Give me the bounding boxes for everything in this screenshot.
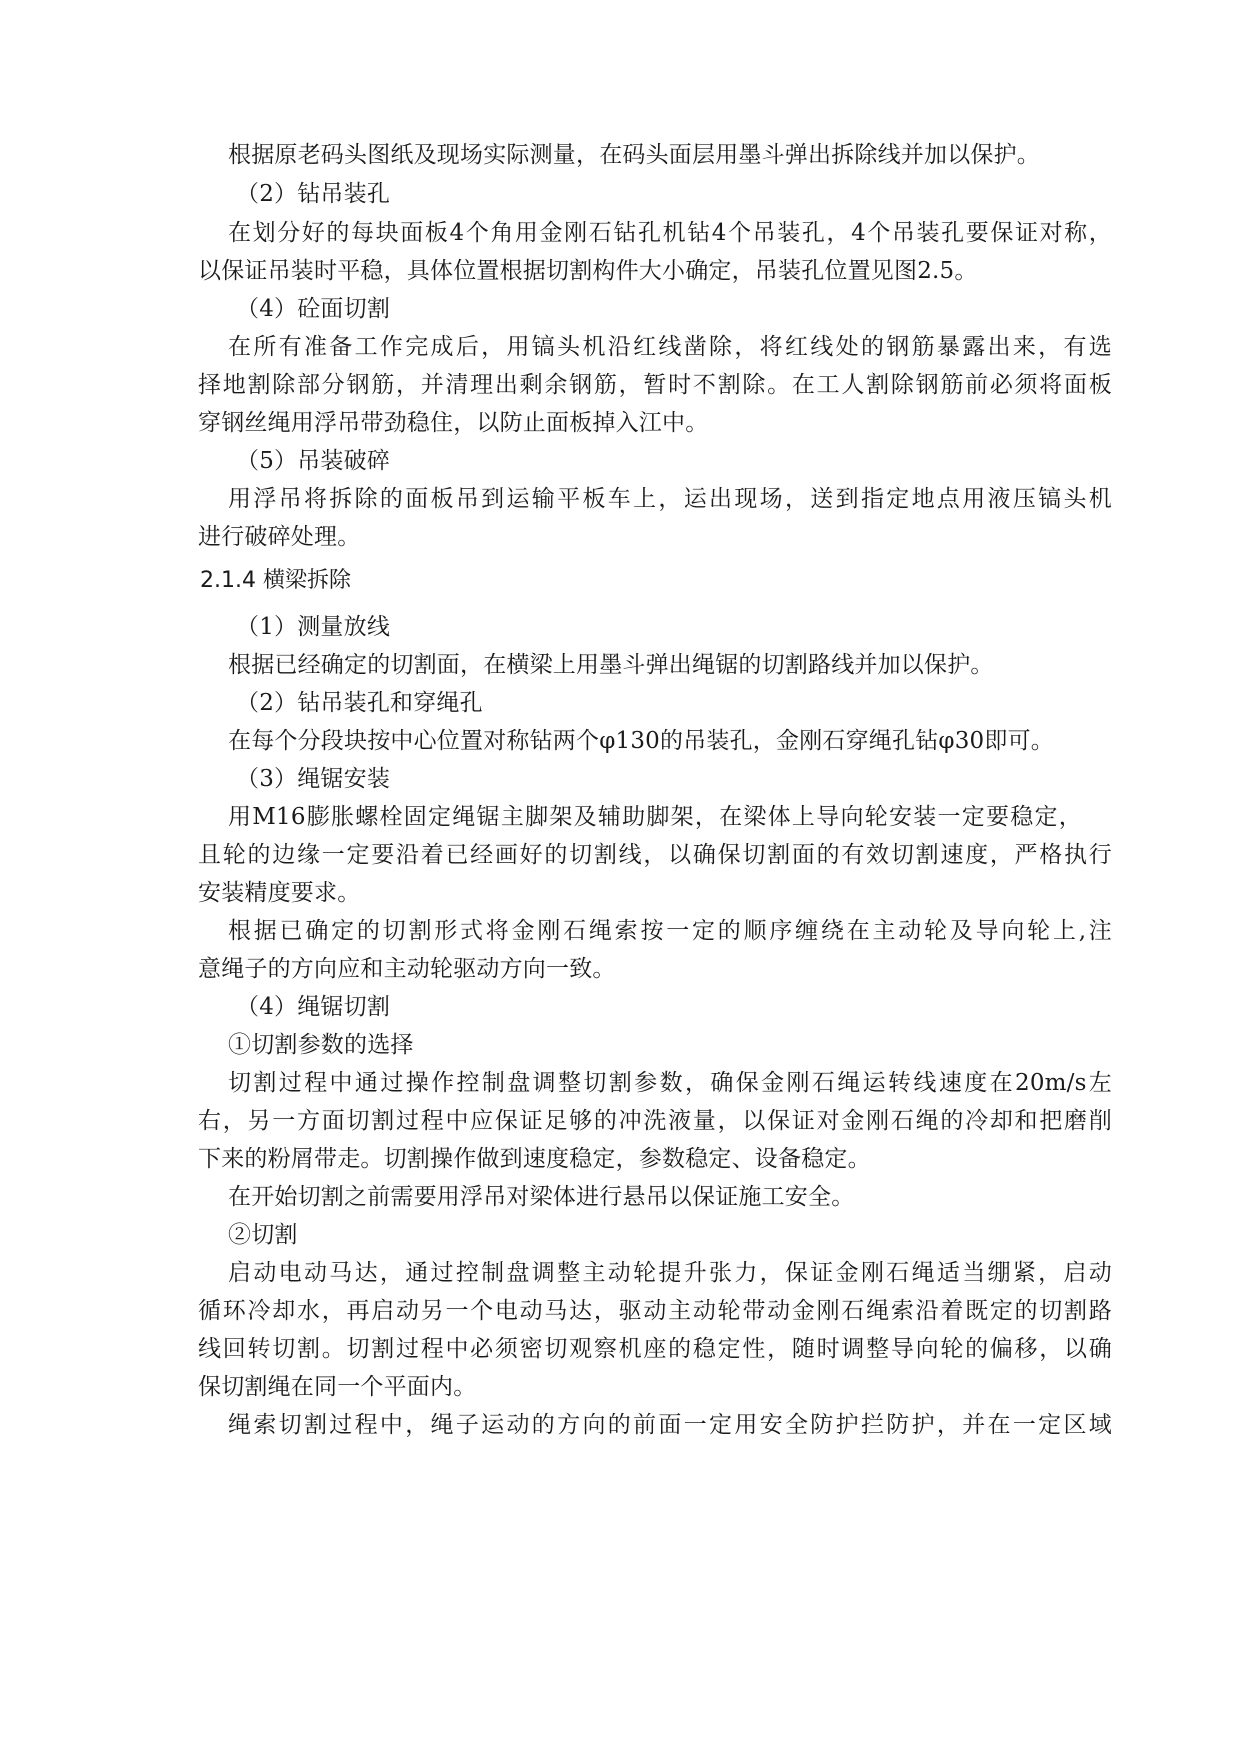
paragraph-line: 右，另一方面切割过程中应保证足够的冲洗液量，以保证对金刚石绳的冷却和把磨削 — [198, 1108, 1112, 1134]
paragraph-line: 启动电动马达，通过控制盘调整主动轮提升张力，保证金刚石绳适当绷紧，启动 — [228, 1260, 1112, 1286]
paragraph-line: 用M16膨胀螺栓固定绳锯主脚架及辅助脚架，在梁体上导向轮安装一定要稳定， — [228, 804, 1082, 830]
paragraph-line: 根据原老码头图纸及现场实际测量，在码头面层用墨斗弹出拆除线并加以保护。 — [228, 142, 1040, 168]
paragraph-line: 用浮吊将拆除的面板吊到运输平板车上，运出现场，送到指定地点用液压镐头机 — [228, 486, 1112, 512]
paragraph-line: 且轮的边缘一定要沿着已经画好的切割线，以确保切割面的有效切割速度，严格执行 — [198, 842, 1112, 868]
subsection-heading: （1）测量放线 — [236, 614, 391, 640]
paragraph-line: 在所有准备工作完成后，用镐头机沿红线凿除，将红线处的钢筋暴露出来，有选 — [228, 334, 1112, 360]
paragraph-line: 在划分好的每块面板4个角用金刚石钻孔机钻4个吊装孔，4个吊装孔要保证对称， — [228, 220, 1112, 246]
subsection-heading: （4）绳锯切割 — [236, 994, 391, 1020]
subsection-heading: （2）钻吊装孔 — [236, 181, 391, 207]
paragraph-line: 线回转切割。切割过程中必须密切观察机座的稳定性，随时调整导向轮的偏移，以确 — [198, 1336, 1112, 1362]
paragraph-line: 下来的粉屑带走。切割操作做到速度稳定，参数稳定、设备稳定。 — [198, 1146, 871, 1172]
paragraph-line: 根据已确定的切割形式将金刚石绳索按一定的顺序缠绕在主动轮及导向轮上,注 — [228, 918, 1112, 944]
paragraph-line: 保切割绳在同一个平面内。 — [198, 1374, 477, 1400]
subsection-heading: ①切割参数的选择 — [228, 1032, 414, 1058]
paragraph-line: 切割过程中通过操作控制盘调整切割参数，确保金刚石绳运转线速度在20m/s左 — [228, 1070, 1112, 1096]
paragraph-line: 安装精度要求。 — [198, 880, 361, 906]
paragraph-line: 进行破碎处理。 — [198, 524, 361, 550]
subsection-heading: （2）钻吊装孔和穿绳孔 — [236, 690, 483, 716]
subsection-heading: （5）吊装破碎 — [236, 448, 391, 474]
paragraph-line: 循环冷却水，再启动另一个电动马达，驱动主动轮带动金刚石绳索沿着既定的切割路 — [198, 1298, 1112, 1324]
paragraph-line: 择地割除部分钢筋，并清理出剩余钢筋，暂时不割除。在工人割除钢筋前必须将面板 — [198, 372, 1112, 398]
paragraph-line: 在开始切割之前需要用浮吊对梁体进行悬吊以保证施工安全。 — [228, 1184, 855, 1210]
section-heading: 2.1.4 横梁拆除 — [200, 568, 351, 593]
subsection-heading: （4）砼面切割 — [236, 296, 391, 322]
subsection-heading: ②切割 — [228, 1222, 298, 1248]
paragraph-line: 在每个分段块按中心位置对称钻两个φ130的吊装孔，金刚石穿绳孔钻φ30即可。 — [228, 728, 1054, 754]
paragraph-line: 意绳子的方向应和主动轮驱动方向一致。 — [198, 956, 616, 982]
paragraph-line: 以保证吊装时平稳，具体位置根据切割构件大小确定，吊装孔位置见图2.5。 — [198, 258, 978, 284]
paragraph-line: 穿钢丝绳用浮吊带劲稳住，以防止面板掉入江中。 — [198, 410, 709, 436]
paragraph-line: 绳索切割过程中，绳子运动的方向的前面一定用安全防护拦防护，并在一定区域 — [228, 1412, 1112, 1438]
subsection-heading: （3）绳锯安装 — [236, 766, 391, 792]
paragraph-line: 根据已经确定的切割面，在横梁上用墨斗弹出绳锯的切割路线并加以保护。 — [228, 652, 994, 678]
